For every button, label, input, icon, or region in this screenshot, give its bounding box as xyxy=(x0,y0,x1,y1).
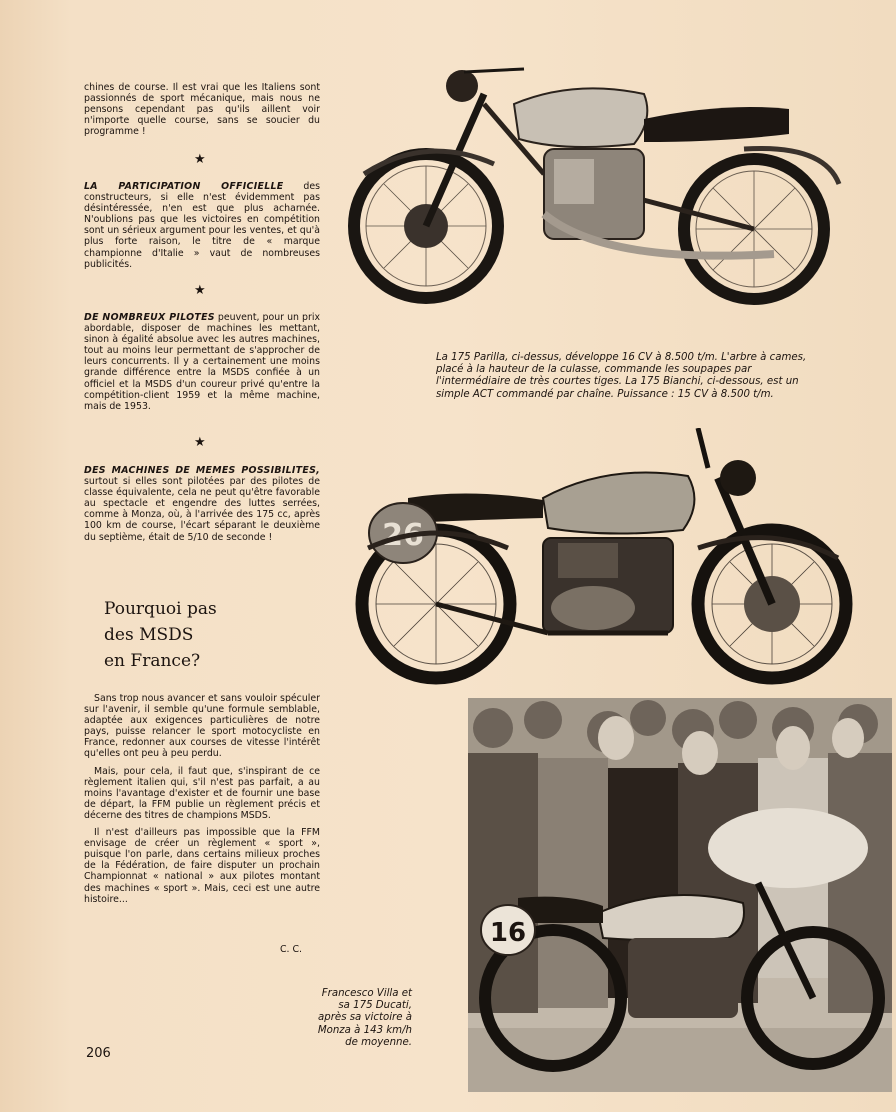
caption-parilla-bianchi: La 175 Parilla, ci-dessus, développe 16 CV à 8.500 t/m. L'arbre à cames, placé à la hauteur de la culasse, commande les soupapes par l'intermédiaire de très courtes tiges. La 175 Bianchi, ci-dessous, est un simple ACT commandé par chaîne. Puissance : 15 CV à 8.500 t/m. xyxy=(436,352,807,400)
photo-parilla-motorcycle xyxy=(344,64,844,309)
star-separator: ★ xyxy=(194,283,206,298)
headline-line-3: en France? xyxy=(104,651,201,671)
text-participation: des constructeurs, si elle n'est évidemment pas désintéressée, n'en est que plus acharnée. N'oublions pas que les victoires en compétition sont un sérieux argument pour les ventes, et qu'à plus forte raison, le titre de « marque championne d'Italie » vaut de nombreuses publicités. xyxy=(84,181,320,270)
caption-villa-ducati: Francesco Villa et sa 175 Ducati, après sa victoire à Monza à 143 km/h de moyenne. xyxy=(317,988,412,1048)
lead-machines: DES MACHINES DE MEMES POSSIBILITES, xyxy=(84,465,320,476)
paragraph-avenir: Sans trop nous avancer et sans vouloir spéculer sur l'avenir, il semble qu'une formule semblable, adaptée aux exigences particulières de notre pays, puisse relancer le sport motocycliste en France, redonner aux courses de vitesse l'intérêt qu'elles ont peu à peu perdu. xyxy=(84,693,320,760)
paragraph-pilotes xyxy=(84,312,320,412)
text-column-upper xyxy=(84,82,320,137)
headline-line-1: Pourquoi pas xyxy=(104,599,217,619)
photo-bianchi-motorcycle xyxy=(348,428,858,688)
section-headline xyxy=(104,596,304,674)
headline-line-2: des MSDS xyxy=(104,625,194,645)
text-machines: surtout si elles sont pilotées par des pilotes de classe équivalente, cela ne peut qu'être favorable au spectacle et engendre des luttes serrées, comme à Monza, où, à l'arrivée des 175 cc, après 100 km de course, l'écart séparant le deuxième du septième, était de 5/10 de seconde ! xyxy=(84,476,320,543)
page-number: 206 xyxy=(86,1046,111,1061)
paragraph-intro: chines de course. Il est vrai que les Italiens sont passionnés de sport mécanique, mais nous ne pensons cependant pas qu'ils aillent voir n'importe quelle course, sans se soucier du programme ! xyxy=(84,82,320,138)
race-number-26: 26 xyxy=(382,518,424,553)
text-pilotes: peuvent, pour un prix abordable, disposer de machines les mettant, sinon à égalité absolue avec les autres machines, tout au moins leur permettant de s'approcher de leurs concurrents. Il y a certainement une moins grande différence entre la MSDS confiée à un officiel et la MSDS d'un coureur privé qu'entre la compétition-client 1959 et la même machine, mais de 1953. xyxy=(84,312,321,412)
author-signature: C. C. xyxy=(280,944,303,955)
photo-villa-ducati xyxy=(468,698,892,1092)
race-number-16: 16 xyxy=(489,918,527,948)
star-separator: ★ xyxy=(194,435,206,450)
star-separator: ★ xyxy=(194,152,206,167)
lead-pilotes: DE NOMBREUX PILOTES xyxy=(84,312,215,323)
lead-participation: LA PARTICIPATION OFFICIELLE xyxy=(84,181,284,192)
paragraph-participation xyxy=(84,181,320,270)
paragraph-machines xyxy=(84,465,320,543)
paragraph-sport: Il n'est d'ailleurs pas impossible que la FFM envisage de créer un règlement « sport », puisque l'on parle, dans certains milieux proches de la Fédération, de faire disputer un prochain Championnat « national » aux pilotes montant des machines « sport ». Mais, ceci est une autre histoire... xyxy=(84,827,320,905)
text-column-lower xyxy=(84,693,320,905)
paragraph-reglement: Mais, pour cela, il faut que, s'inspirant de ce règlement italien qui, s'il n'est pas parfait, a au moins l'avantage d'exister et de fournir une base de départ, la FFM publie un règlement précis et décerne des titres de champions MSDS. xyxy=(84,765,320,821)
